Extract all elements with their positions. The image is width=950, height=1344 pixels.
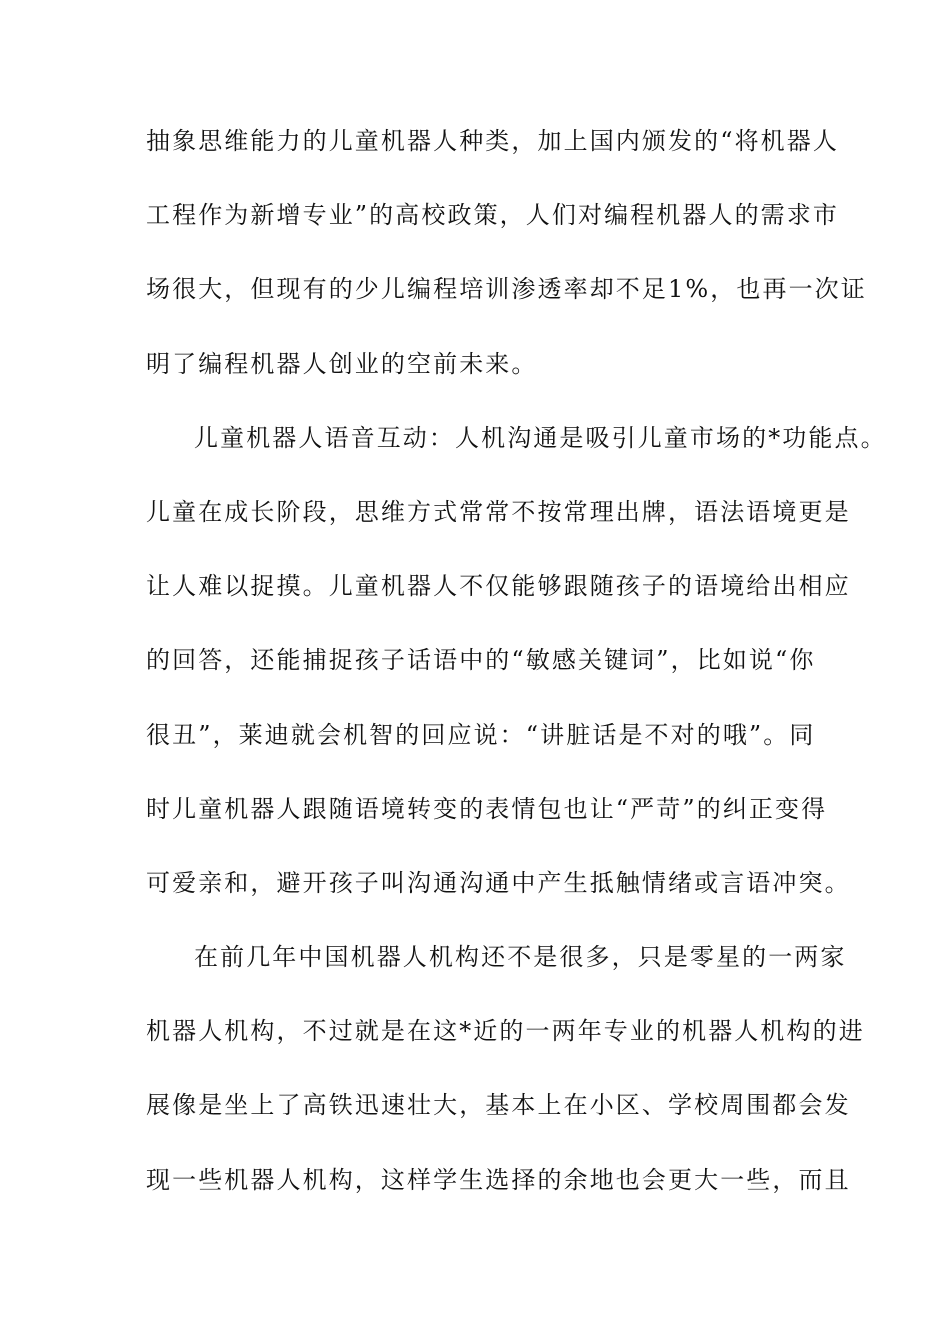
- text-line: 抽象思维能力的儿童机器人种类，加上国内颁发的“将机器人: [146, 127, 839, 155]
- text-line: 时儿童机器人跟随语境转变的表情包也让“严苛”的纠正变得: [146, 794, 828, 823]
- paragraph-first-line: 儿童机器人语音互动：人机沟通是吸引儿童市场的*功能点。: [194, 423, 887, 452]
- text-line: 工程作为新增专业”的高校政策，人们对编程机器人的需求市: [146, 201, 839, 230]
- text-line: 明了编程机器人创业的空前未来。: [146, 349, 538, 378]
- text-line: 很丑”，莱迪就会机智的回应说：“讲脏话是不对的哦”。同: [146, 720, 816, 749]
- text-line: 展像是坐上了高铁迅速壮大，基本上在小区、学校周围都会发: [146, 1091, 851, 1120]
- body-text: [146, 126, 887, 1239]
- text-line: 现一些机器人机构，这样学生选择的余地也会更大一些，而且: [146, 1165, 851, 1194]
- text-line: 机器人机构，不过就是在这*近的一两年专业的机器人机构的进: [146, 1017, 865, 1046]
- text-line: 让人难以捉摸。儿童机器人不仅能够跟随孩子的语境给出相应: [146, 572, 851, 601]
- text-line: 的回答，还能捕捉孩子话语中的“敏感关键词”，比如说“你: [146, 646, 816, 675]
- text-line: 场很大，但现有的少儿编程培训渗透率却不足1%，也再一次证: [146, 275, 867, 304]
- text-line: 儿童在成长阶段，思维方式常常不按常理出牌，语法语境更是: [146, 497, 851, 526]
- text-line: 可爱亲和，避开孩子叫沟通沟通中产生抵触情绪或言语冲突。: [146, 868, 851, 897]
- paragraph-first-line: 在前几年中国机器人机构还不是很多，只是零星的一两家: [194, 943, 847, 972]
